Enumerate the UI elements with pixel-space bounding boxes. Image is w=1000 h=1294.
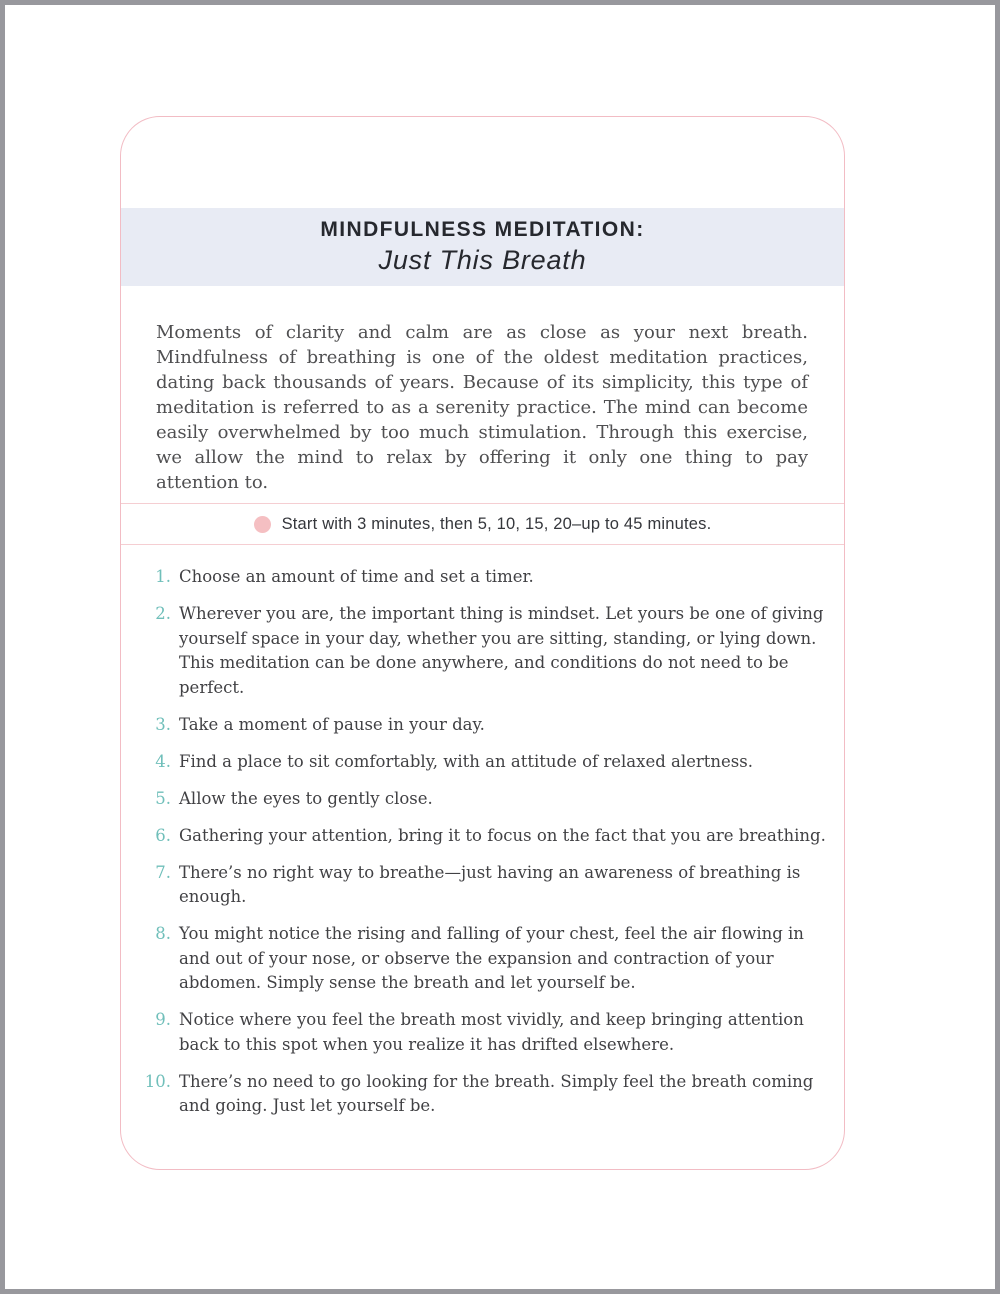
step-text: Wherever you are, the important thing is mindset. Let yours be one of giving yourself space in your day, whether you are sitting, standing, or lying down. This meditation can be done anywhere, and conditions do not need to be perfect. (179, 604, 824, 697)
intro-paragraph: Moments of clarity and calm are as close as your next breath. Mindfulness of breathing is one of the oldest meditation practices, dating back thousands of years. Because of its simplicity, this type of meditation is referred to as a serenity practice. The mind can become easily overwhelmed by too much stimulation. Through this exercise, we allow the mind to relax by offering it only one thing to pay attention to. (156, 322, 808, 493)
step-item (121, 1070, 844, 1119)
step-text: Take a moment of pause in your day. (179, 714, 485, 734)
step-number: 4. (155, 751, 171, 771)
step-item (121, 750, 844, 775)
step-item (121, 922, 844, 996)
step-item (121, 602, 844, 700)
step-item (121, 824, 844, 849)
step-text: You might notice the rising and falling of your chest, feel the air flowing in and out of your nose, or observe the expansion and contraction of your abdomen. Simply sense the breath and let yourself be. (179, 924, 804, 992)
step-text: There’s no need to go looking for the breath. Simply feel the breath coming and going. Just let yourself be. (179, 1071, 814, 1115)
step-item (121, 713, 844, 738)
step-number: 1. (155, 567, 171, 586)
step-number: 5. (155, 788, 171, 808)
step-number: 7. (155, 862, 171, 882)
duration-callout-text: Start with 3 minutes, then 5, 10, 15, 20–up to 45 minutes. (281, 514, 712, 533)
step-number: 9. (155, 1010, 171, 1029)
bullet-dot-icon (254, 516, 271, 533)
step-text: Notice where you feel the breath most vividly, and keep bringing attention back to this spot when you realize it has drifted elsewhere. (179, 1010, 804, 1054)
step-text: Gathering your attention, bring it to focus on the fact that you are breathing. (179, 825, 826, 845)
step-item (121, 861, 844, 910)
step-item (121, 787, 844, 812)
step-number: 2. (155, 604, 171, 623)
step-item (121, 1008, 844, 1057)
step-text: Find a place to sit comfortably, with an attitude of relaxed alertness. (179, 751, 753, 771)
header-band (121, 208, 844, 286)
step-number: 8. (155, 924, 171, 943)
step-text: Allow the eyes to gently close. (179, 788, 433, 808)
step-number: 6. (155, 825, 171, 845)
card-title: Just This Breath (378, 245, 587, 275)
step-number: 10. (144, 1071, 171, 1091)
step-number: 3. (155, 714, 171, 734)
step-text: There’s no right way to breathe—just having an awareness of breathing is enough. (179, 862, 801, 906)
card-eyebrow: MINDFULNESS MEDITATION: (320, 218, 645, 241)
steps-list (121, 565, 844, 1131)
step-text: Choose an amount of time and set a timer. (179, 567, 534, 586)
meditation-card (120, 116, 845, 1170)
step-item (121, 565, 844, 590)
duration-callout (121, 503, 844, 545)
